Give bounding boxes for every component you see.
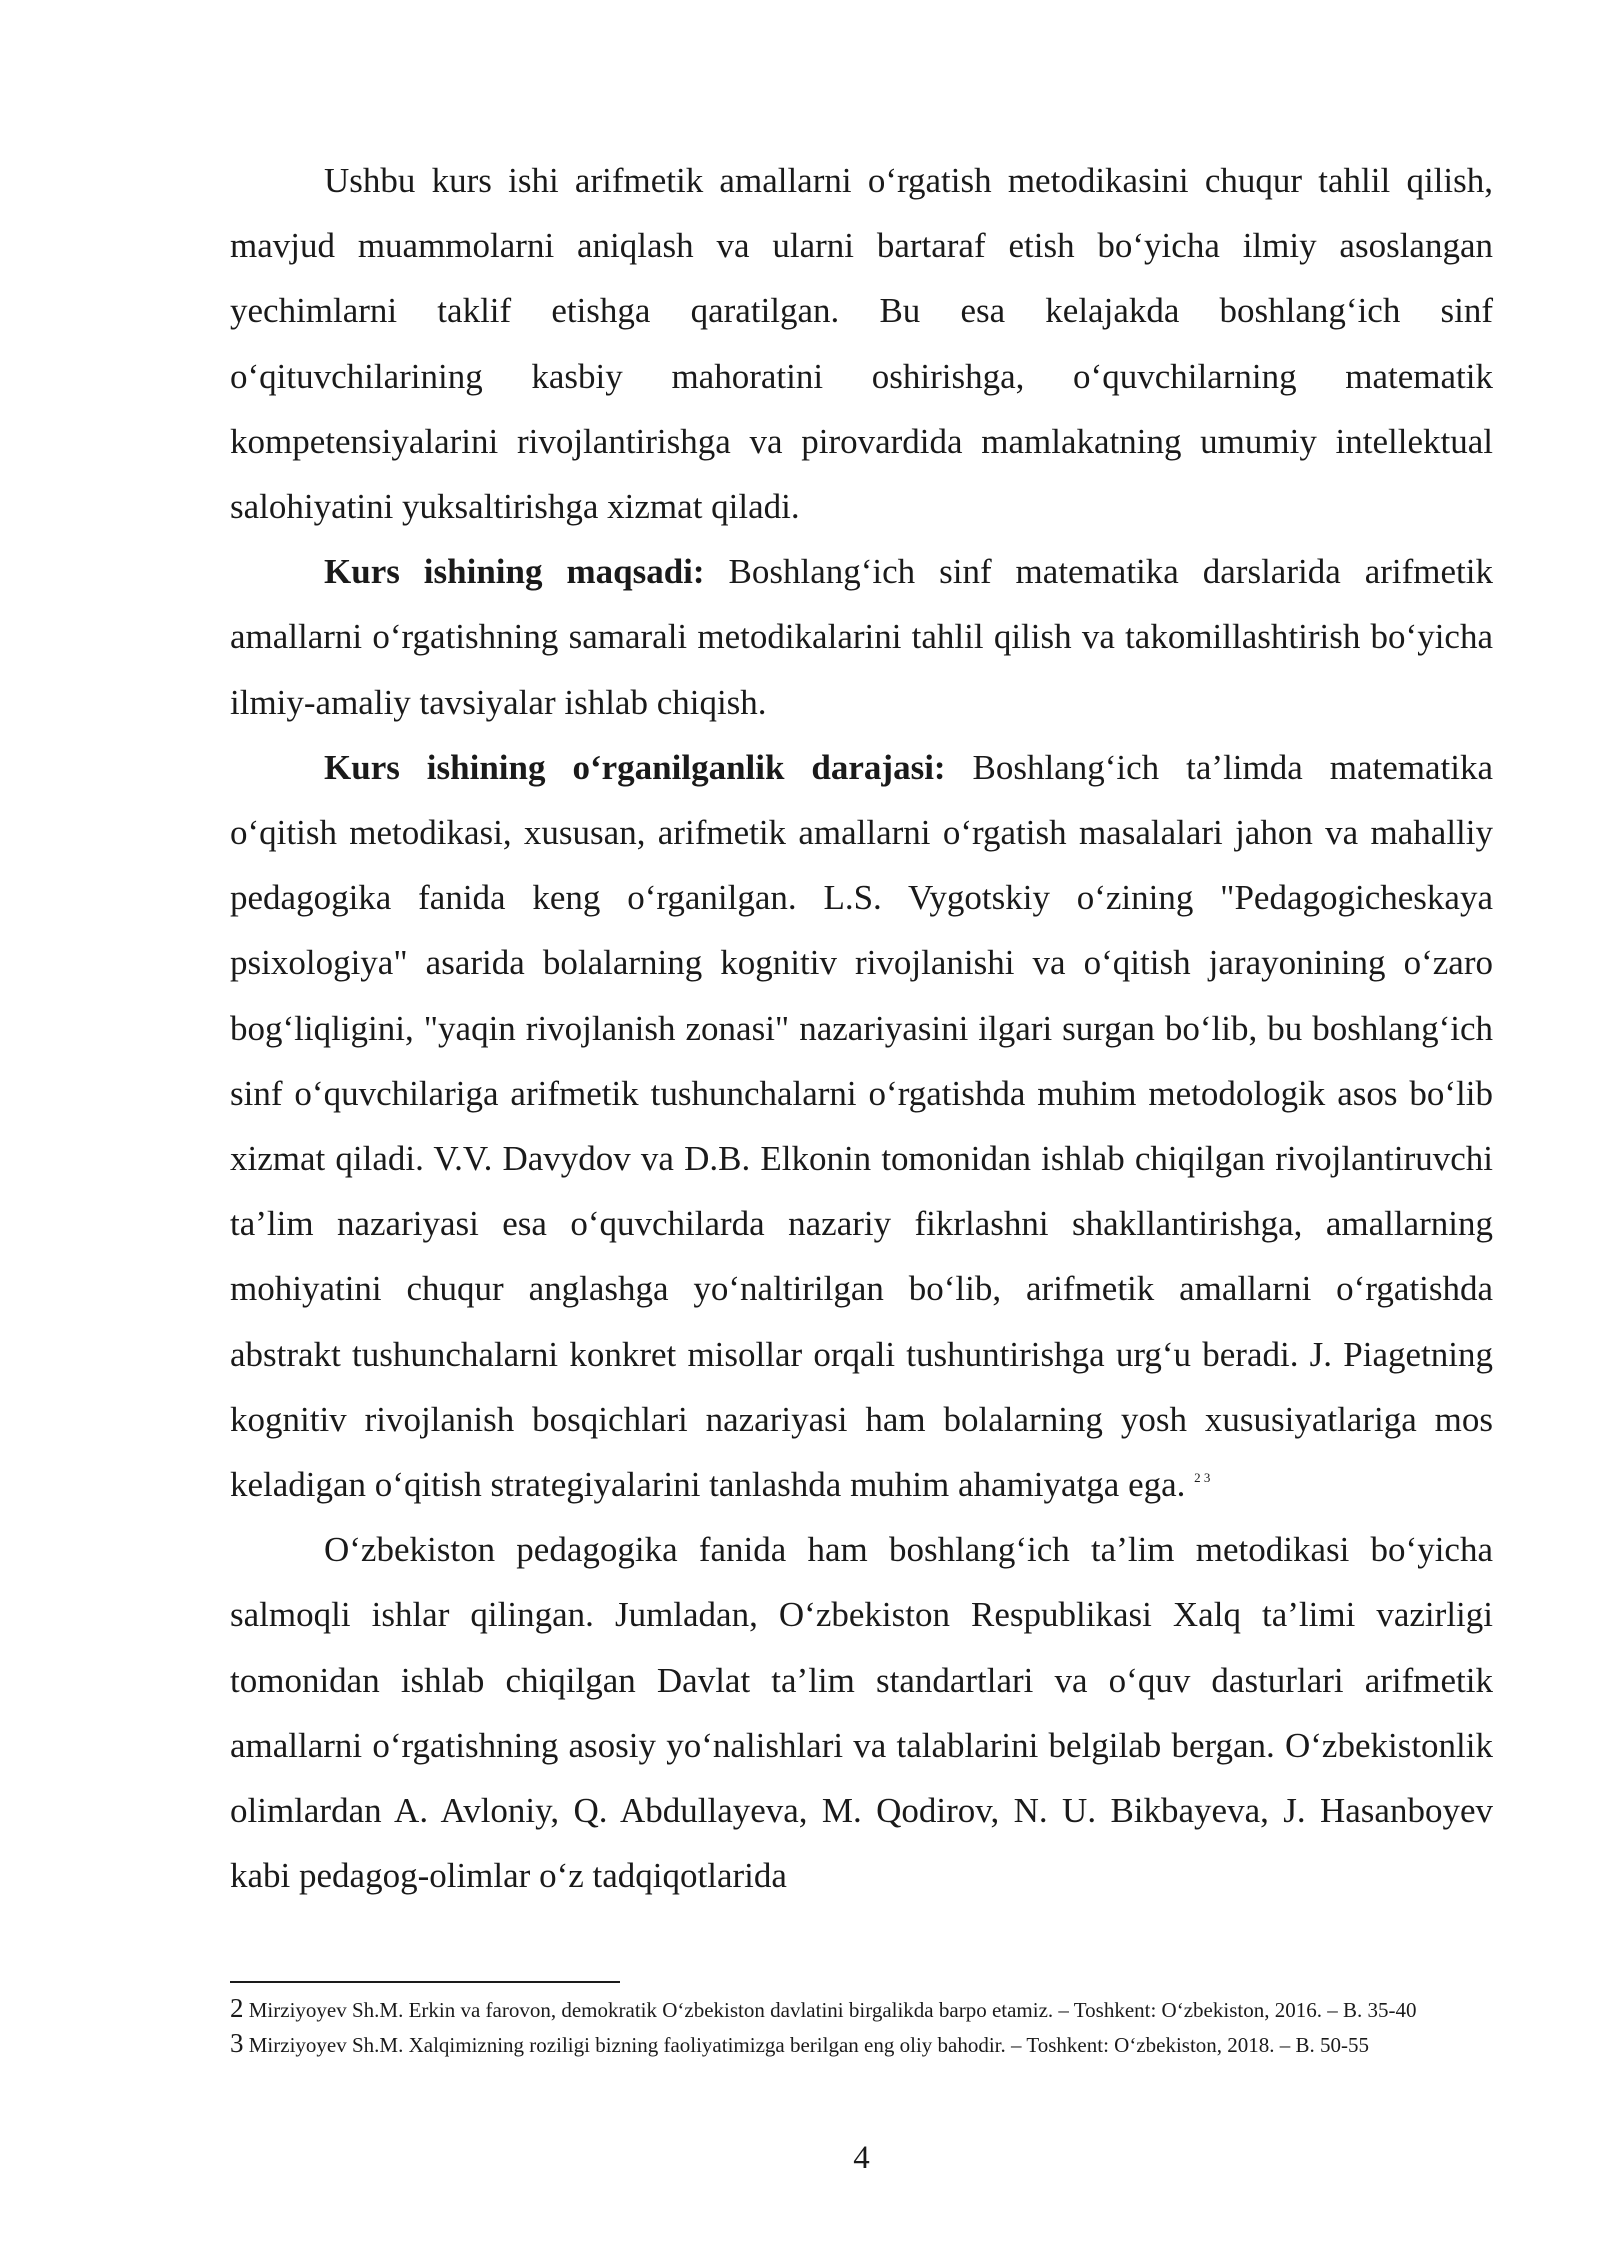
document-body [230,148,1493,1908]
footnote-2 [230,1995,1493,2025]
footnote-text: Mirziyoyev Sh.M. Xalqimizning roziligi bizning faoliyatimizga berilgan eng oliy bahodir. – Toshkent: O‘zbekiston, 2018. – B. 50-55 [243,2032,1370,2057]
footnotes [230,1995,1493,2064]
paragraph-4: O‘zbekiston pedagogika fanida ham boshlang‘ich ta’lim metodikasi bo‘yicha salmoqli ishlar qilingan. Jumladan, O‘zbekiston Respublikasi Xalq ta’limi vazirligi tomonidan ishlab chiqilgan Davlat ta’lim standartlari va o‘quv dasturlari arifmetik amallarni o‘rgatishning asosiy yo‘nalishlari va talablarini belgilab bergan. O‘zbekistonlik olimlardan A. Avloniy, Q. Abdullayeva, M. Qodirov, N. U. Bikbayeva, J. Hasanboyev kabi pedagog-olimlar o‘z tadqiqotlarida [230,1530,1493,1896]
study-level-heading: Kurs ishining o‘rganilganlik darajasi: [324,747,946,787]
paragraph-1: Ushbu kurs ishi arifmetik amallarni o‘rgatish metodikasini chuqur tahlil qilish, mavjud muammolarni aniqlash va ularni bartaraf etish bo‘yicha ilmiy asoslangan yechimlarni taklif etishga qaratilgan. Bu esa kelajakda boshlang‘ich sinf o‘qituvchilarining kasbiy mahoratini oshirishga, o‘quvchilarning matematik kompetensiyalarini rivojlantirishga va pirovardida mamlakatning umumiy intellektual salohiyatini yuksaltirishga xizmat qiladi. [230,161,1493,527]
study-level-text: Boshlang‘ich ta’limda matematika o‘qitish metodikasi, xususan, arifmetik amallarni o‘rgatish masalalari jahon va mahalliy pedagogika fanida keng o‘rganilgan. L.S. Vygotskiy o‘zining "Pedagogicheskaya psixologiya" asarida bolalarning kognitiv rivojlanishi va o‘qitish jarayonining o‘zaro bog‘liqligini, "yaqin rivojlanish zonasi" nazariyasini ilgari surgan bo‘lib, bu boshlang‘ich sinf o‘quvchilariga arifmetik tushunchalarni o‘rgatishda muhim metodologik asos bo‘lib xizmat qiladi. V.V. Davydov va D.B. Elkonin tomonidan ishlab chiqilgan rivojlantiruvchi ta’lim nazariyasi esa o‘quvchilarda nazariy fikrlashni shakllantirishga, amallarning mohiyatini chuqur anglashga yo‘naltirilgan bo‘lib, arifmetik amallarni o‘rgatishda abstrakt tushunchalarni konkret misollar orqali tushuntirishga urg‘u beradi. J. Piagetning kognitiv rivojlanish bosqichlari nazariyasi ham bolalarning yosh xususiyatlariga mos keladigan o‘qitish strategiyalarini tanlashda muhim ahamiyatga ega. [230,747,1493,1505]
footnote-text: Mirziyoyev Sh.M. Erkin va farovon, demokratik O‘zbekiston davlatini birgalikda barpo etamiz. – Toshkent: O‘zbekiston, 2016. – B. 35-40 [243,1998,1417,2022]
footnote-separator [230,1981,620,1983]
paragraph-aim [230,539,1493,735]
aim-heading: Kurs ishining maqsadi: [324,552,705,592]
footnote-number: 2 [230,1993,244,2023]
page-number: 4 [853,2140,870,2176]
footnote-refs[interactable]: 2 3 [1194,1470,1211,1486]
paragraph-study-level [230,735,1493,1517]
footnote-number: 3 [230,2027,244,2058]
footnote-3 [230,2027,1493,2060]
aim-text: Boshlang‘ich sinf matematika darslarida arifmetik amallarni o‘rgatishning samarali metodikalarini tahlil qilish va takomillashtirish bo‘yicha ilmiy-amaliy tavsiyalar ishlab chiqish. [230,552,1493,722]
